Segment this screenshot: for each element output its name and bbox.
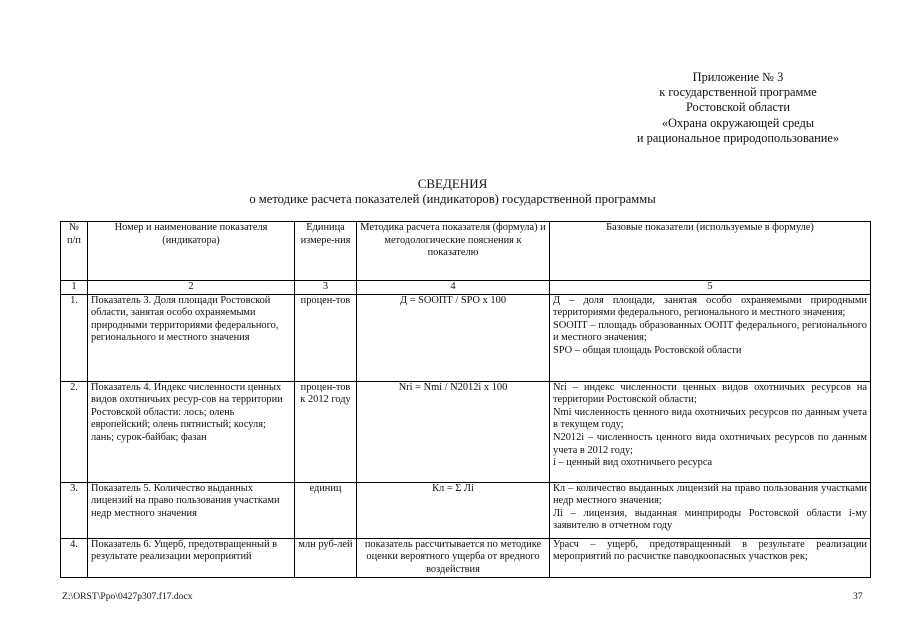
- column-number: 4: [357, 281, 550, 295]
- row-number: 2.: [61, 381, 88, 482]
- indicator-base: [550, 482, 871, 538]
- column-number-row: [61, 281, 871, 295]
- appendix-line: к государственной программе: [659, 85, 817, 100]
- indicator-method: Кл = Σ Лi: [357, 482, 550, 538]
- indicator-name: Показатель 5. Количество выданных лицензий на право пользования участками недр местного значения: [88, 482, 295, 538]
- indicator-base: [550, 294, 871, 381]
- indicator-unit: процен-тов: [295, 294, 357, 381]
- indicator-method: показатель рассчитывается по методике оценки вероятного ущерба от вредного воздействия: [357, 538, 550, 577]
- indicator-method: Д = SООПТ / SРО х 100: [357, 294, 550, 381]
- header-method: Методика расчета показателя (формула) и методологические пояснения к показателю: [357, 222, 550, 281]
- header-unit: Единица измере-ния: [295, 222, 357, 281]
- appendix-line: «Охрана окружающей среды: [661, 115, 815, 130]
- table-row: [61, 381, 871, 482]
- row-number: 1.: [61, 294, 88, 381]
- indicator-name: Показатель 6. Ущерб, предотвращенный в результате реализации мероприятий: [88, 538, 295, 577]
- appendix-line: и рациональное природопользование»: [636, 130, 840, 145]
- table-row: [61, 294, 871, 381]
- base-line: SООПТ – площадь образованных ООПТ федерального, регионального и местного значения;: [553, 319, 867, 344]
- base-line: i – ценный вид охотничьего ресурса: [553, 457, 713, 469]
- appendix-line: Приложение № 3: [692, 70, 784, 84]
- indicators-table: [60, 221, 871, 578]
- row-number: 4.: [61, 538, 88, 577]
- base-line: Кл – количество выданных лицензий на право пользования участками недр местного значения;: [553, 482, 867, 507]
- base-line: Nri – индекс численности ценных видов охотничьих ресурсов на территории Ростовской области;: [553, 381, 867, 406]
- indicator-unit: млн руб-лей: [295, 538, 357, 577]
- table-row: [61, 482, 871, 538]
- column-number: 3: [295, 281, 357, 295]
- appendix-line: Ростовской области: [685, 100, 791, 115]
- header-name: Номер и наименование показателя (индикатора): [88, 222, 295, 281]
- indicator-base: [550, 538, 871, 577]
- base-line: SРО – общая площадь Ростовской области: [553, 344, 742, 356]
- base-line: N2012i – численность ценного вида охотничьих ресурсов по данным учета в 2012 году;: [553, 431, 867, 456]
- document-subtitle: о методике расчета показателей (индикаторов) государственной программы: [249, 192, 656, 206]
- indicator-base: [550, 381, 871, 482]
- header-num: № п/п: [61, 222, 88, 281]
- table-header-row: [61, 222, 871, 281]
- row-number: 3.: [61, 482, 88, 538]
- indicator-name: Показатель 3. Доля площади Ростовской области, занятая особо охраняемыми природными территориями федерального, регионального и местного значения: [88, 294, 295, 381]
- base-line: Урасч – ущерб, предотвращенный в результате реализации мероприятий по расчистке паводкоопасных участков рек;: [553, 538, 867, 563]
- indicator-unit: процен-тов к 2012 году: [295, 381, 357, 482]
- footer-file-path: Z:\ORST\Ppo\0427p307.f17.docx: [62, 591, 193, 602]
- footer-page-number: 37: [853, 591, 863, 602]
- appendix-block: [600, 70, 876, 146]
- column-number: 2: [88, 281, 295, 295]
- column-number: 5: [550, 281, 871, 295]
- header-base: Базовые показатели (используемые в формуле): [550, 222, 871, 281]
- indicator-method: Nri = Nmi / N2012i х 100: [357, 381, 550, 482]
- indicator-name: Показатель 4. Индекс численности ценных видов охотничьих ресур-сов на территории Ростовской области: лось; олень европейский; олень пятнистый; косуля; лань; сурок-байбак; фазан: [88, 381, 295, 482]
- document-title: СВЕДЕНИЯ: [417, 176, 488, 191]
- column-number: 1: [61, 281, 88, 295]
- base-line: Лi – лицензия, выданная минприроды Ростовской области i-му заявителю в отчетном году: [553, 507, 867, 532]
- base-line: Д – доля площади, занятая особо охраняемыми природными территориями федерального, регионального и местного значения;: [553, 294, 867, 319]
- base-line: Nmi численность ценного вида охотничьих ресурсов по данным учета в текущем году;: [553, 406, 867, 431]
- table-row: [61, 538, 871, 577]
- indicator-unit: единиц: [295, 482, 357, 538]
